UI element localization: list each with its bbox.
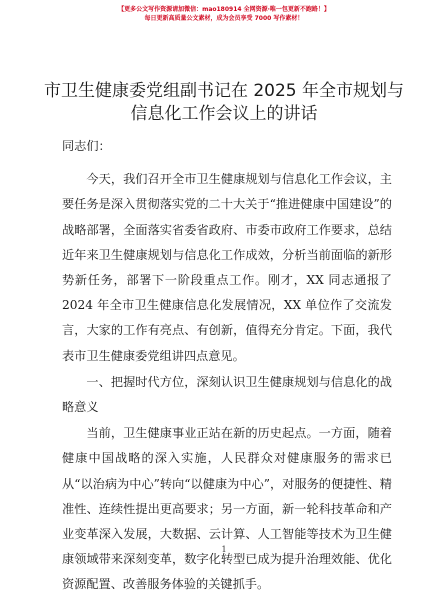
section-heading-1: 一、把握时代方位，深刻认识卫生健康规划与信息化的战略意义 bbox=[62, 374, 392, 415]
paragraph-situation: 当前，卫生健康事业正站在新的历史起点。一方面，随着健康中国战略的深入实施，人民群众对健康服务的需求已从“以治病为中心”转向“以健康为中心”，对服务的便捷性、精准性、连续性提出更高要求；另一方面，新一轮科技革命和产业变革深入发展，大数据、云计算、人工智能等技术为卫生健康领域带来深刻变革，数字化转型已成为提升治理效能、优化资源配置、改善服务体验的关键抓手。 bbox=[62, 426, 392, 592]
page-number: 1 bbox=[221, 545, 227, 554]
promo-banner bbox=[0, 5, 448, 23]
document-title-line-2: 信息化工作会议上的讲话 bbox=[130, 104, 318, 124]
promo-banner-line-1: 【更多公文写作资源请加微信：mao180914 全网资源·唯一包更新不跑路！】 bbox=[118, 6, 330, 13]
document-body bbox=[62, 134, 392, 598]
document-title-line-1: 市卫生健康委党组副书记在 2025 年全市规划与 bbox=[43, 81, 405, 101]
paragraph-intro: 今天，我们召开全市卫生健康规划与信息化工作会议，主要任务是深入贯彻落实党的二十大关于“推进健康中国建设”的战略部署，全面落实省委省政府、市委市政府工作要求，总结近年来卫生健康规划与信息化工作成效，分析当前面临的新形势新任务，部署下一阶段重点工作。刚才，XX 同志通报了 2024 年全市卫生健康信息化发展情况，XX 单位作了交流发言，大家的工作有亮点、有创新，值得充分肯定。下面，我代表市卫生健康委党组讲四点意见。 bbox=[62, 172, 392, 363]
promo-banner-line-2: 每日更新高质量公文素材，成为会员享受 7000 写作素材！ bbox=[144, 15, 304, 22]
salutation: 同志们： bbox=[62, 139, 111, 153]
document-title bbox=[40, 80, 408, 126]
